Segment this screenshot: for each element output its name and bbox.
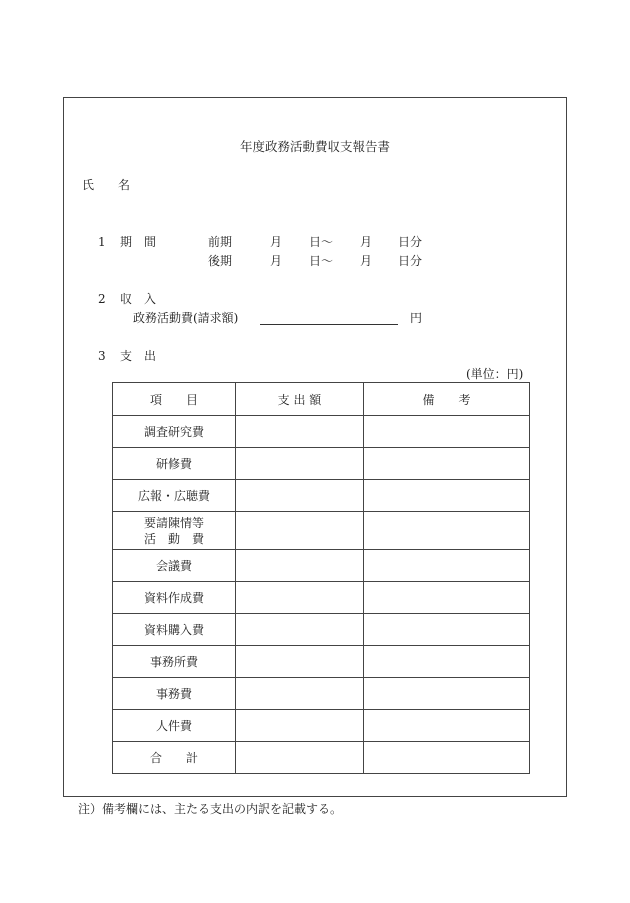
expenditure-table [112,382,530,774]
unit-note: (単位：円) [466,367,524,381]
row-item: 広報・広聴費 [113,480,236,512]
table-row [113,550,530,582]
row-remarks-cell[interactable] [364,550,530,582]
period-second-day-from: 日～ [309,254,334,268]
row-remarks-cell[interactable] [364,678,530,710]
row-amount-cell[interactable] [236,710,364,742]
row-item: 会議費 [113,550,236,582]
report-title: 年度政務活動費収支報告書 [239,139,390,154]
row-amount-cell[interactable] [236,678,364,710]
period-first-term: 前期 [208,235,233,249]
header-remarks: 備 考 [364,383,530,416]
table-row [113,448,530,480]
table-row [113,614,530,646]
row-item: 人件費 [113,710,236,742]
table-header-row [113,383,530,416]
row-amount-cell[interactable] [236,448,364,480]
period-second-term: 後期 [208,254,233,268]
row-amount-cell[interactable] [236,742,364,774]
section2-number: 2 [98,292,106,306]
row-amount-cell[interactable] [236,614,364,646]
section1-number: 1 [98,235,106,249]
table-row [113,480,530,512]
row-item: 研修費 [113,448,236,480]
income-unit: 円 [410,311,423,325]
row-remarks-cell[interactable] [364,710,530,742]
period-second-month: 月 [270,254,283,268]
row-amount-cell[interactable] [236,512,364,550]
row-amount-cell[interactable] [236,646,364,678]
row-item-total: 合 計 [113,742,236,774]
section3-number: 3 [98,349,106,363]
income-amount-blank [260,324,398,325]
row-amount-cell[interactable] [236,582,364,614]
period-first-month2: 月 [360,235,373,249]
table-row [113,646,530,678]
section2-label: 収 入 [120,292,157,306]
table-row [113,512,530,550]
period-first-day-to: 日分 [398,235,423,249]
row-item: 事務所費 [113,646,236,678]
row-remarks-cell[interactable] [364,448,530,480]
period-second-month2: 月 [360,254,373,268]
row-remarks-cell[interactable] [364,512,530,550]
row-item-line1: 要請陳情等 [143,515,204,530]
period-first-month: 月 [270,235,283,249]
period-second-day-to: 日分 [398,254,423,268]
row-amount-cell[interactable] [236,550,364,582]
table-row-total [113,742,530,774]
row-item-two-line [113,512,236,550]
report-form-frame [63,97,567,797]
section1-label: 期 間 [120,235,157,249]
row-remarks-cell[interactable] [364,416,530,448]
table-row [113,582,530,614]
header-amount: 支 出 額 [236,383,364,416]
table-row [113,678,530,710]
section3-label: 支 出 [120,349,157,363]
row-item: 資料購入費 [113,614,236,646]
income-item-label: 政務活動費(請求額) [133,311,239,325]
row-item: 調査研究費 [113,416,236,448]
row-remarks-cell[interactable] [364,582,530,614]
row-remarks-cell[interactable] [364,614,530,646]
name-label: 氏 名 [82,178,131,192]
footnote: 注）備考欄には、主たる支出の内訳を記載する。 [78,802,343,816]
row-remarks-cell[interactable] [364,646,530,678]
row-item: 資料作成費 [113,582,236,614]
header-item: 項 目 [113,383,236,416]
row-remarks-cell[interactable] [364,742,530,774]
row-amount-cell[interactable] [236,480,364,512]
table-row [113,710,530,742]
row-remarks-cell[interactable] [364,480,530,512]
row-item-line2: 活 動 費 [143,531,204,546]
row-item: 事務費 [113,678,236,710]
row-amount-cell[interactable] [236,416,364,448]
period-first-day-from: 日～ [309,235,334,249]
table-row [113,416,530,448]
